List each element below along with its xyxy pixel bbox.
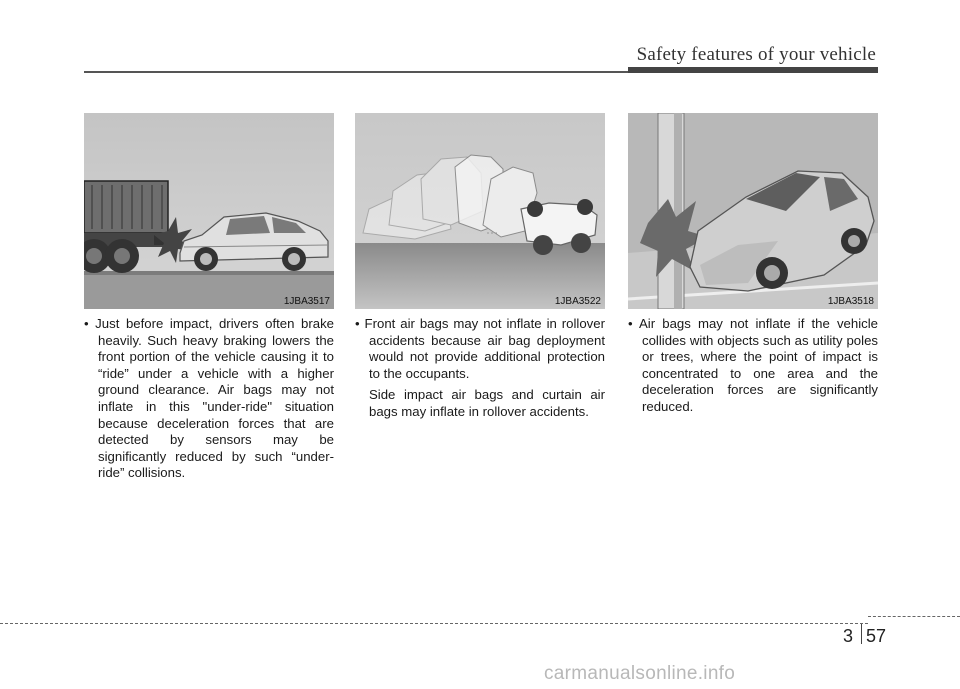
column-pole-collision: [628, 316, 878, 421]
sub-paragraph: Side impact air bags and curtain air bags may inflate in rollover accidents.: [369, 387, 605, 419]
footer-rule-right: [868, 616, 960, 617]
figure-code: 1JBA3522: [554, 296, 601, 307]
page-header-title: Safety features of your vehicle: [636, 44, 876, 65]
figure-code: 1JBA3517: [283, 296, 330, 307]
chapter-number: 3: [843, 626, 854, 646]
bullet-paragraph: • Front air bags may not inflate in rollover accidents because air bag deployment would not provide additional protection to the occupants.: [355, 316, 605, 381]
figure-pole-collision: [628, 113, 878, 309]
under-ride-illustration: [84, 113, 334, 309]
page-number: 57: [866, 626, 887, 646]
bullet-paragraph: • Air bags may not inflate if the vehicle collides with objects such as utility poles or trees, where the point of impact is concentrated to one area and the deceleration forces are significantly reduced.: [628, 316, 878, 414]
column-under-ride: [84, 316, 334, 487]
pole-collision-illustration: [628, 113, 878, 309]
figure-code: 1JBA3518: [827, 296, 874, 307]
figure-rollover: [355, 113, 605, 309]
bullet-paragraph: • Just before impact, drivers often brake heavily. Such heavy braking lowers the front portion of the vehicle causing it to “ride” under a vehicle with a higher ground clearance. Air bags may not inflate in this "under-ride" situation because deceleration forces that are detected by sensors may be significantly reduced by such “under-ride” collisions.: [84, 316, 334, 481]
figure-under-ride: [84, 113, 334, 309]
footer-rule: [0, 623, 868, 624]
column-rollover: [355, 316, 605, 426]
watermark[interactable]: carmanualsonline.info: [544, 663, 736, 684]
header-rule-accent: [628, 67, 878, 73]
page-number-divider: [861, 624, 862, 644]
rollover-illustration: [355, 113, 605, 309]
